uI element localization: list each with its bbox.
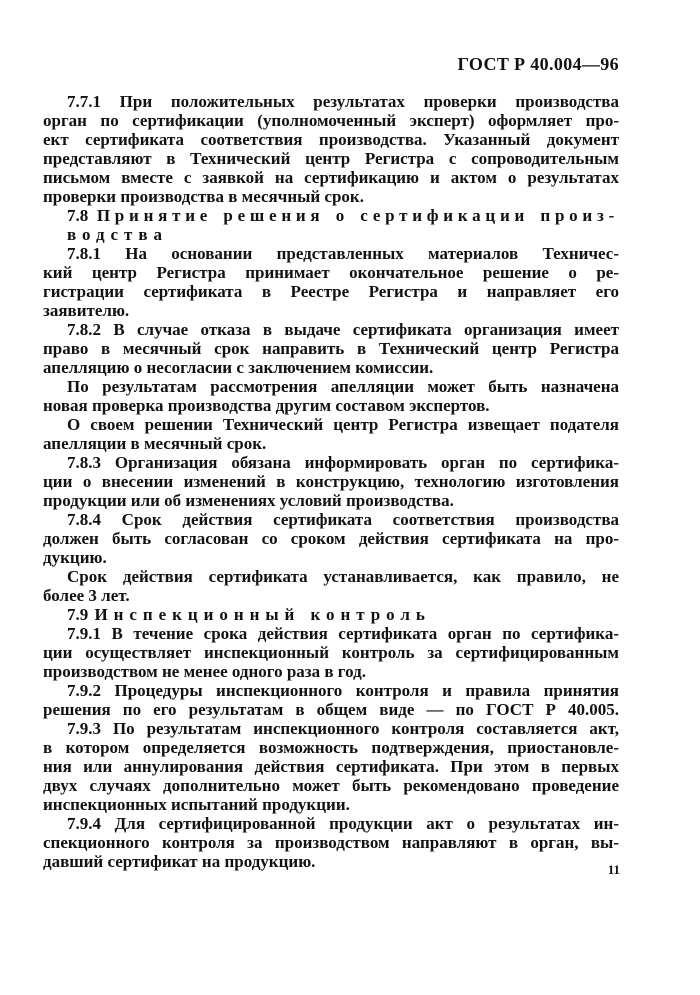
text-line: 7.9.2 Процедуры инспекционного контроля и правила принятия [67,681,619,700]
text-line: О своем решении Технический центр Регистра извещает подателя [67,415,619,434]
section-heading-text: Инспекционный контроль [94,605,431,624]
text-line: гистрации сертификата в Реестре Регистра и направляет его [43,282,619,301]
text-line: Срок действия сертификата устанавливается, как правило, не [67,567,619,586]
text-line: в котором определяется возможность подтверждения, приостановле- [43,738,619,757]
text-line: По результатам рассмотрения апелляции может быть назначена [67,377,619,396]
text-line: ции осуществляет инспекционный контроль за сертифицированным [43,643,619,662]
text-line: кий центр Регистра принимает окончательное решение о ре- [43,263,619,282]
text-line: 7.8.1 На основании представленных материалов Техничес- [67,244,619,263]
standard-code-header: ГОСТ Р 40.004—96 [457,54,619,74]
text-line: ния или аннулирования действия сертификата. При этом в первых [43,757,619,776]
text-line: апелляции в месячный срок. [43,434,267,453]
text-line: орган по сертификации (уполномоченный эксперт) оформляет про- [43,111,619,130]
text-line: 7.9.4 Для сертифицированной продукции акт о результатах ин- [67,814,619,833]
text-line: письмом вместе с заявкой на сертификацию и актом о результатах [43,168,619,187]
text-line: заявителю. [43,301,130,320]
text-line: спекционного контроля за производством направляют в орган, вы- [43,833,619,852]
text-line: дукцию. [43,548,107,567]
text-line: 7.9.1 В течение срока действия сертификата орган по сертифика- [67,624,619,643]
text-line: инспекционных испытаний продукции. [43,795,350,814]
text-line: новая проверка производства другим составом экспертов. [43,396,490,415]
text-line: ект сертификата соответствия производства. Указанный документ [43,130,619,149]
text-line: давший сертификат на продукцию. [43,852,316,871]
text-line: 7.8.2 В случае отказа в выдаче сертификата организация имеет [67,320,619,339]
text-line: ции о внесении изменений в конструкцию, технологию изготовления [43,472,619,491]
section-heading-line [43,225,619,244]
section-heading-text: водства [67,225,168,244]
text-line: производством не менее одного раза в год. [43,662,366,681]
document-body [43,92,619,871]
text-line: представляют в Технический центр Регистра с сопроводительным [43,149,619,168]
section-number: 7.9 [67,605,93,624]
text-line: двух случаях дополнительно может быть рекомендовано проведение [43,776,619,795]
text-line: продукции или об изменениях условий производства. [43,491,454,510]
section-heading-text: Принятие решения о сертификации произ- [96,206,620,225]
text-line: более 3 лет. [43,586,130,605]
text-line: апелляцию о несогласии с заключением комиссии. [43,358,434,377]
text-line: 7.8.3 Организация обязана информировать орган по сертифика- [67,453,619,472]
text-line: право в месячный срок направить в Технический центр Регистра [43,339,619,358]
text-line: 7.7.1 При положительных результатах проверки производства [67,92,619,111]
text-line: должен быть согласован со сроком действия сертификата на про- [43,529,619,548]
section-heading-line [43,206,619,225]
text-line: 7.9.3 По результатам инспекционного контроля составляется акт, [67,719,619,738]
section-number: 7.8 [67,206,95,225]
page-number: 11 [607,862,620,877]
section-heading-line [43,605,619,624]
text-line: проверки производства в месячный срок. [43,187,364,206]
text-line: 7.8.4 Срок действия сертификата соответствия производства [67,510,619,529]
text-line: решения по его результатам в общем виде — по ГОСТ Р 40.005. [43,700,619,719]
